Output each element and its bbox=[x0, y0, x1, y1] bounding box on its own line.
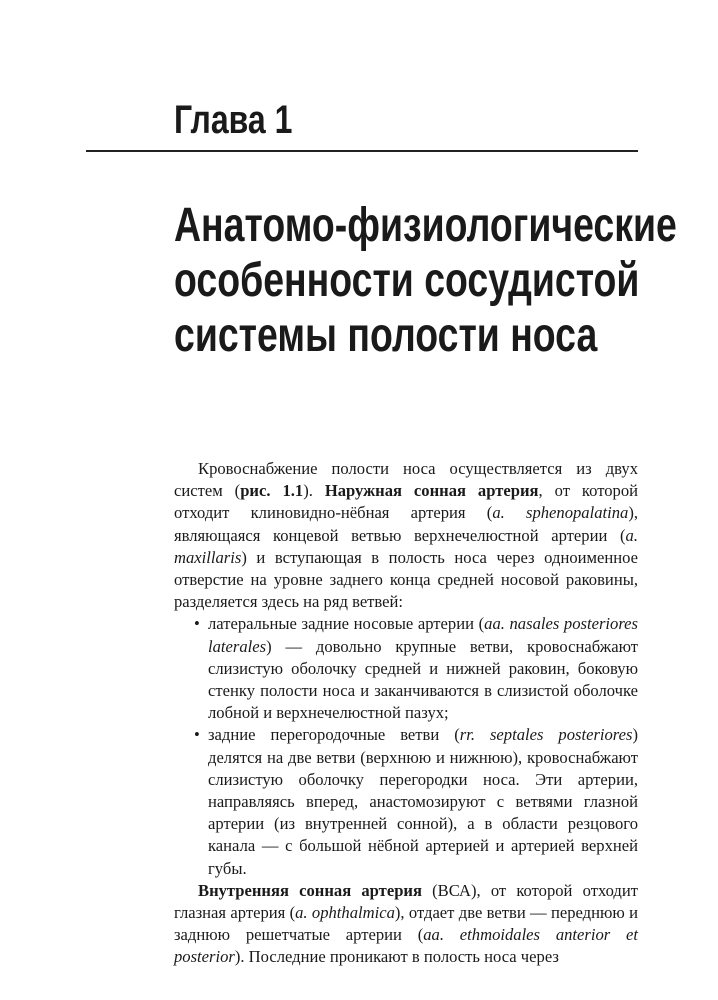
item-text-2: ) — довольно крупные ветви, кровоснабжают слизистую оболочку средней и нижней раковин, боковую стенку полости носа и заканчиваются в слизистой оболочке лобной и верхнечелюстной пазух; bbox=[208, 636, 638, 723]
list-item bbox=[174, 613, 638, 724]
item-text-1: латеральные задние носовые артерии ( bbox=[208, 614, 485, 634]
chapter-label: Глава 1 bbox=[174, 98, 293, 142]
latin-term: aa. nasales posteriores laterales bbox=[208, 614, 638, 656]
term-external-carotid: Наружная сонная артерия bbox=[324, 481, 539, 501]
p2-text-3: ). Последние проникают в полость носа через bbox=[234, 947, 559, 967]
p2-text-1: (ВСА), от которой отходит глазная артерия ( bbox=[174, 880, 638, 923]
latin-term: a. ophthalmica bbox=[295, 903, 395, 923]
bullet-icon: • bbox=[194, 614, 200, 634]
bullet-icon: • bbox=[194, 725, 200, 745]
latin-term: rr. septales posteriores bbox=[459, 725, 633, 745]
chapter-title-line-3: системы полости носа bbox=[174, 309, 598, 362]
p1-text-4: ), являющаяся концевой ветвью верхнечелюстной артерии ( bbox=[174, 503, 639, 545]
p1-text-3: , от которой отходит клиновидно-нёбная артерия ( bbox=[174, 481, 638, 523]
p1-text-1: Кровоснабжение полости носа осуществляется из двух систем ( bbox=[174, 459, 638, 501]
latin-term: aa. ethmoidales anterior et posterior bbox=[174, 925, 639, 967]
chapter-title-line-1: Анатомо-физиологические bbox=[174, 199, 677, 252]
latin-term: a. sphenopalatina bbox=[492, 503, 629, 523]
list-item bbox=[174, 724, 638, 879]
latin-term: a. maxillaris bbox=[174, 525, 638, 567]
p1-text-2: ). bbox=[303, 481, 325, 501]
paragraph-2 bbox=[174, 880, 638, 969]
item-text-1: задние перегородочные ветви ( bbox=[208, 725, 460, 745]
p2-text-2: ), отдает две ветви — переднюю и заднюю решетчатые артерии ( bbox=[174, 903, 639, 945]
body-text bbox=[174, 458, 638, 969]
paragraph-1 bbox=[174, 458, 638, 613]
chapter-title-line-2: особенности сосудистой bbox=[174, 254, 640, 307]
term-internal-carotid: Внутренняя сонная артерия bbox=[198, 880, 422, 900]
item-text-2: ) делятся на две ветви (верхнюю и нижнюю), кровоснабжают слизистую оболочку перегородки носа. Эти артерии, направляясь вперед, анастомозируют с ветвями глазной артерии (из внутренней сонной), а в области резцового канала — с большой нёбной артерией и артерией верхней губы. bbox=[208, 725, 638, 878]
figure-reference: рис. 1.1 bbox=[240, 481, 304, 501]
p1-text-5: ) и вступающая в полость носа через одноименное отверстие на уровне заднего конца средней носовой раковины, разделяется здесь на ряд ветвей: bbox=[174, 547, 638, 612]
chapter-title bbox=[174, 198, 677, 363]
chapter-divider bbox=[86, 150, 638, 152]
branch-list bbox=[174, 613, 638, 879]
